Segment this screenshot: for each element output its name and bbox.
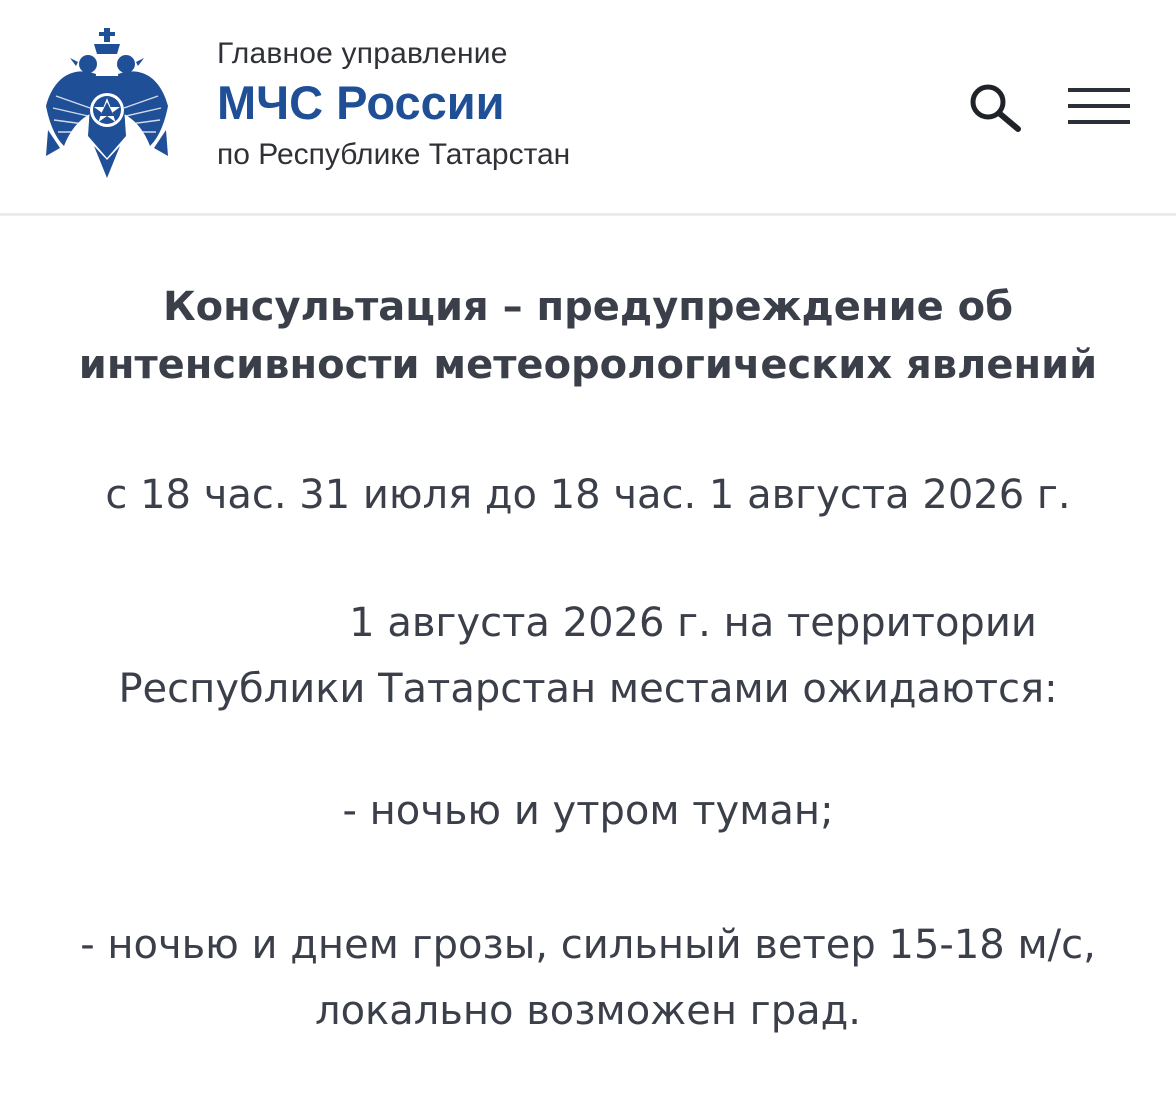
article-title: Консультация – предупреждение об интенсивности метеорологических явлений [78,284,1098,388]
article-intro-text: 1 августа 2026 г. на территории Республики Татарстан местами ожидаются: [118,600,1058,712]
forecast-item: - ночью и днем грозы, сильный ветер 15-18 м/с, локально возможен град. [80,922,1096,1034]
brand-line-1: Главное управление [217,37,508,70]
hamburger-menu-icon [1068,88,1130,92]
search-icon [968,82,1024,134]
article-period: с 18 час. 31 июля до 18 час. 1 августа 2026 г. [105,472,1071,518]
site-header [0,0,1176,216]
hamburger-menu-icon [1068,120,1130,124]
forecast-item: - ночью и утром туман; [342,788,834,834]
brand-line-3: по Республике Татарстан [217,138,571,171]
search-button[interactable] [968,82,1024,134]
menu-button[interactable] [1066,84,1132,128]
brand-title[interactable] [217,36,570,173]
hamburger-menu-icon [1068,104,1130,108]
brand-line-2: МЧС России [217,76,505,129]
emchs-emblem-icon[interactable] [44,26,170,184]
article-intro [40,590,1136,722]
